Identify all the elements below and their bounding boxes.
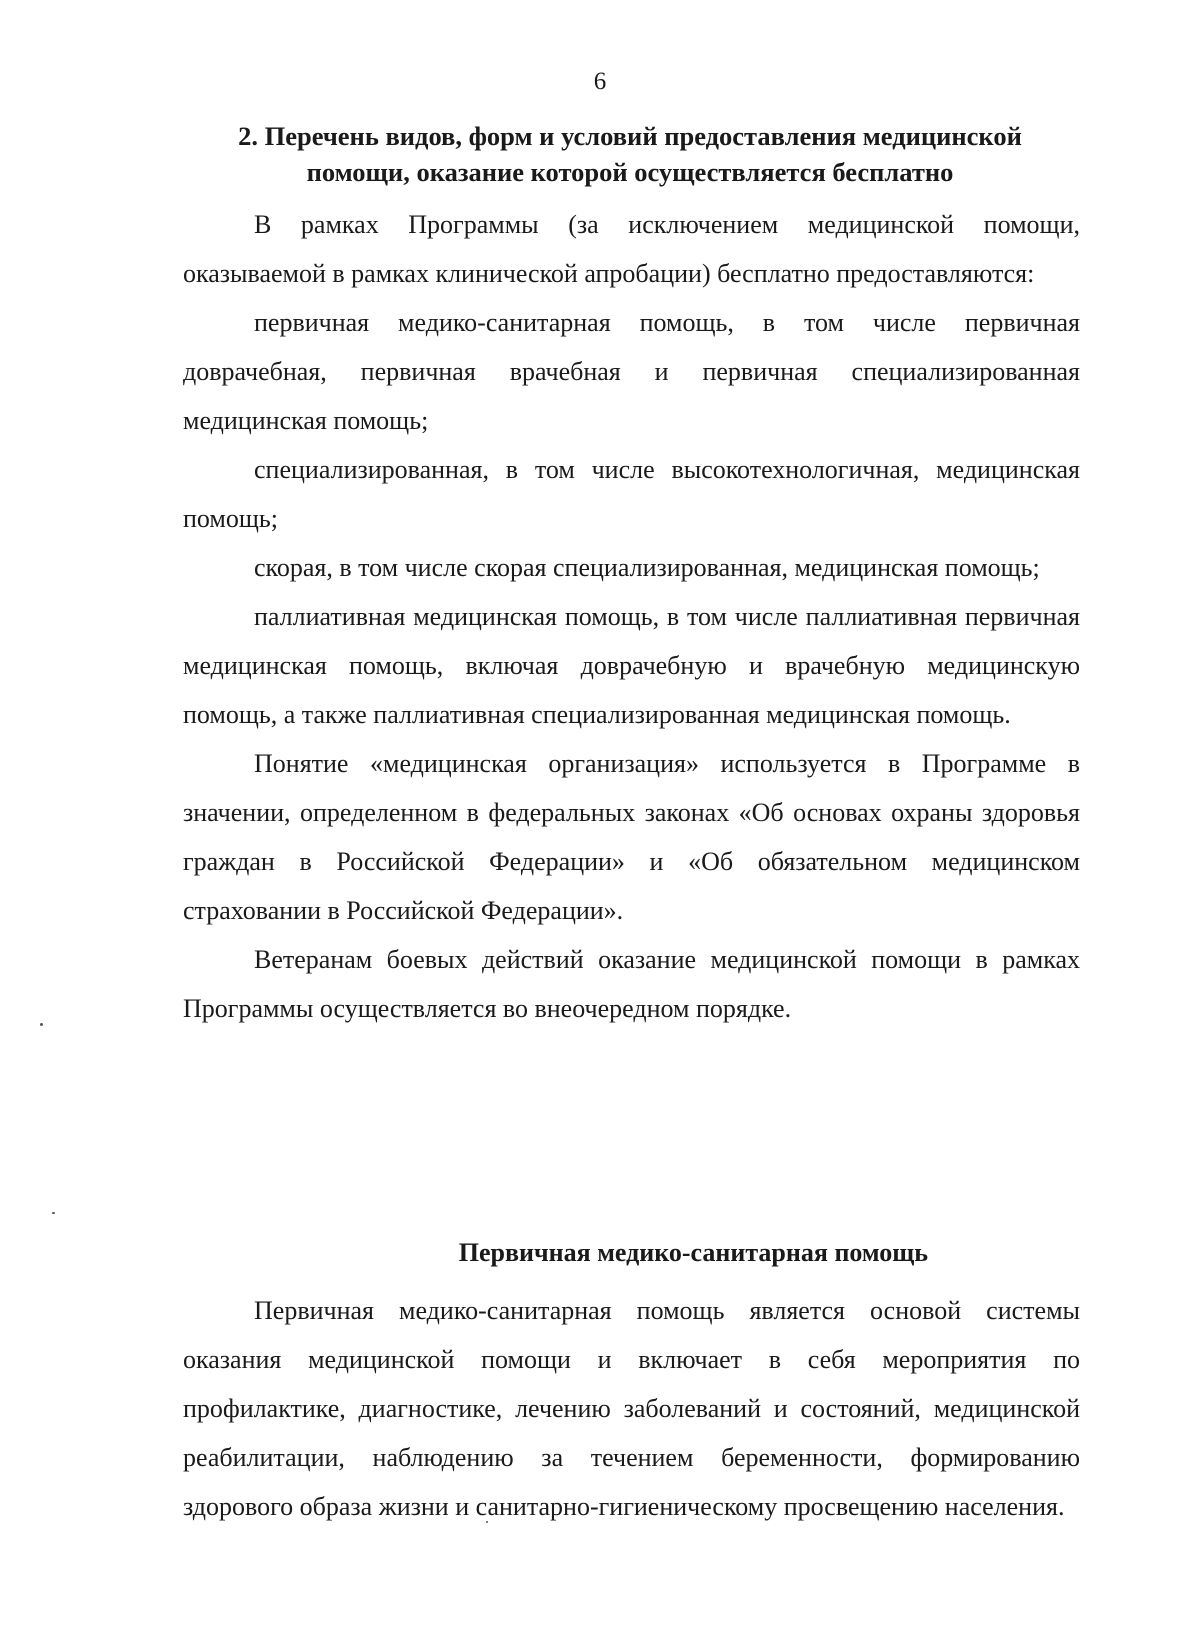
section-body xyxy=(183,200,1080,1033)
paragraph-primary-care-definition: Первичная медико-санитарная помощь является основой системы оказания медицинской помощи и включает в себя мероприятия по профилактике, диагностике, лечению заболеваний и состояний, медицинской реабилитации, наблюдению за течением беременности, формированию здорового образа жизни и санитарно-гигиеническому просвещению населения. xyxy=(183,1296,1080,1521)
paragraph-emergency-care: скорая, в том числе скорая специализированная, медицинская помощь; xyxy=(254,553,1040,582)
subsection-body xyxy=(183,1286,1080,1531)
scan-speck xyxy=(40,1023,43,1026)
paragraph-specialized-care: специализированная, в том числе высокотехнологичная, медицинская помощь; xyxy=(183,455,1080,533)
subsection-heading: Первичная медико-санитарная помощь xyxy=(458,1238,928,1267)
section-heading-line-1: 2. Перечень видов, форм и условий предоставления медицинской xyxy=(238,121,1022,151)
section-heading-line-2: помощи, оказание которой осуществляется бесплатно xyxy=(306,157,954,187)
paragraph-palliative-care: паллиативная медицинская помощь, в том числе паллиативная первичная медицинская помощь, включая доврачебную и врачебную медицинскую помощь, а также паллиативная специализированная медицинская помощь. xyxy=(183,602,1080,729)
paragraph-veterans: Ветеранам боевых действий оказание медицинской помощи в рамках Программы осуществляется во внеочередном порядке. xyxy=(183,945,1080,1023)
scan-speck xyxy=(52,1212,55,1214)
paragraph-primary-care: первичная медико-санитарная помощь, в том числе первичная доврачебная, первичная врачебная и первичная специализированная медицинская помощь; xyxy=(183,308,1080,435)
page-number: 6 xyxy=(593,68,607,95)
scan-speck xyxy=(486,1521,488,1523)
paragraph-program-scope: В рамках Программы (за исключением медицинской помощи, оказываемой в рамках клинической апробации) бесплатно предоставляются: xyxy=(183,210,1080,288)
paragraph-medical-organization: Понятие «медицинская организация» используется в Программе в значении, определенном в федеральных законах «Об основах охраны здоровья граждан в Российской Федерации» и «Об обязательном медицинском страховании в Российской Федерации». xyxy=(183,749,1080,925)
section-heading xyxy=(190,118,1070,190)
